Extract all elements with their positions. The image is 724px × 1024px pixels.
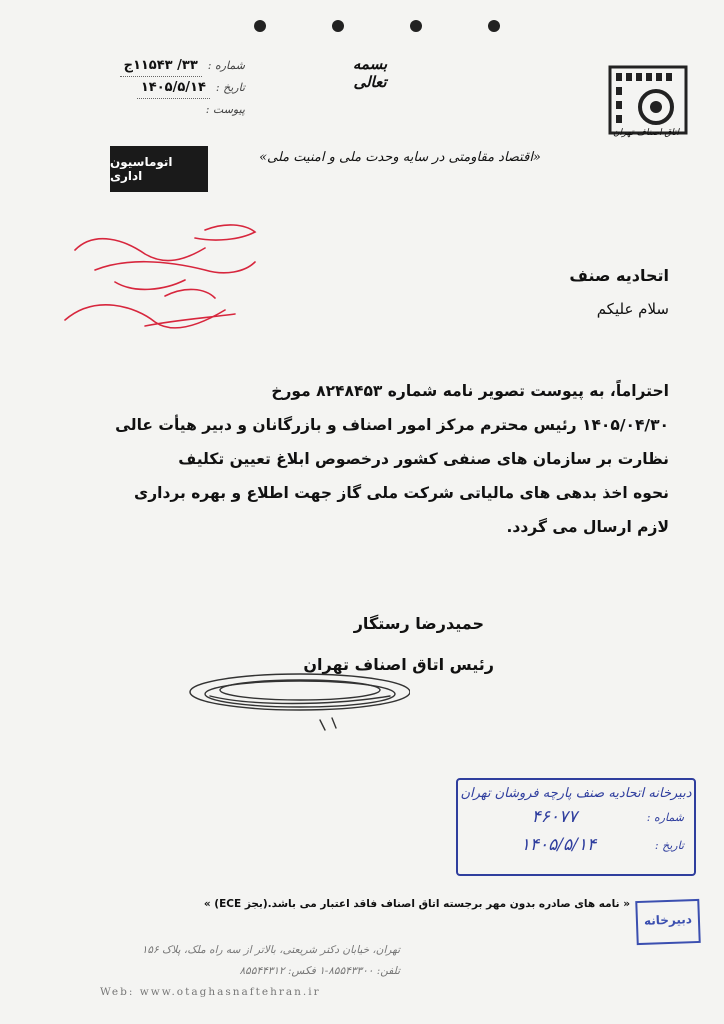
received-stamp <box>456 778 696 876</box>
footer-address: تهران، خیابان دکتر شریعتی، بالاتر از سه راه ملک، پلاک ۱۵۶ <box>141 944 400 956</box>
signature <box>150 660 410 740</box>
meta-attachment-row <box>60 99 245 121</box>
slogan: «اقتصاد مقاومتی در سایه وحدت ملی و امنیت ملی» <box>259 150 541 165</box>
stamp-date-label: تاریخ : <box>654 838 684 852</box>
letter-body <box>98 374 669 544</box>
stamp-title: دبیرخانه اتحادیه صنف پارچه فروشان تهران <box>460 786 692 801</box>
stamp-number-row <box>458 805 694 829</box>
body-line: لازم ارسال می گردد. <box>506 518 669 536</box>
meta-date-row <box>60 77 245 99</box>
letter-meta <box>60 55 245 121</box>
stamp-date-row <box>458 833 694 857</box>
validity-footnote: « نامه های صادره بدون مهر برجسته اتاق اصناف فاقد اعتبار می باشد.(بجز ECE) » <box>203 898 630 910</box>
signer-title: رئیس اتاق اصناف تهران <box>303 655 494 674</box>
meta-number-row <box>60 55 245 77</box>
meta-number-value: ۳۳/ ۱۱۵۴۳ج <box>120 55 202 77</box>
letter-footer <box>100 940 400 1003</box>
meta-date-label: تاریخ : <box>215 81 245 94</box>
punch-hole <box>410 20 422 32</box>
greeting: سلام علیکم <box>596 300 669 318</box>
body-line: نحوه اخذ بدهی های مالیاتی شرکت ملی گاز جهت اطلاع و بهره برداری <box>134 484 669 502</box>
office-automation-badge: اتوماسیون اداری <box>110 146 208 192</box>
basmala-heading: بسمه تعالی <box>352 55 388 91</box>
stamp-date-value: ۱۴۰۵/۵/۱۴ <box>520 835 597 855</box>
stamp-number-value: ۴۶۰۷۷ <box>531 807 578 827</box>
punch-hole <box>254 20 266 32</box>
handwritten-note <box>55 210 265 350</box>
recipient: اتحادیه صنف <box>569 266 669 285</box>
body-line: احتراماً، به پیوست تصویر نامه شماره ۸۲۴۸۴۵۳ مورخ <box>271 382 669 400</box>
stamp-number-label: شماره : <box>646 810 684 824</box>
logo-caption: اتاق اصناف تهران <box>612 128 680 138</box>
punch-hole <box>332 20 344 32</box>
meta-date-value: ۱۴۰۵/۵/۱۴ <box>137 77 210 99</box>
signer-name: حمیدرضا رستگار <box>353 614 484 633</box>
meta-attachment-label: پیوست : <box>205 103 245 116</box>
body-line: ۱۴۰۵/۰۴/۳۰ رئیس محترم مرکز امور اصناف و بازرگانان و دبیر هیأت عالی <box>115 416 669 434</box>
body-line: نظارت بر سازمان های صنفی کشور درخصوص ابلاغ تعیین تکلیف <box>178 450 669 468</box>
chamber-logo-icon <box>604 55 692 155</box>
punch-hole <box>488 20 500 32</box>
meta-number-label: شماره : <box>207 59 245 72</box>
footer-phone: تلفن: ۸۵۵۴۳۳۰۰-۱ فکس: ۸۵۵۴۴۳۱۲ <box>239 965 400 977</box>
footer-website: Web: www.otaghasnaftehran.ir <box>100 986 321 998</box>
secretariat-corner-stamp: دبیرخانه <box>635 899 700 945</box>
